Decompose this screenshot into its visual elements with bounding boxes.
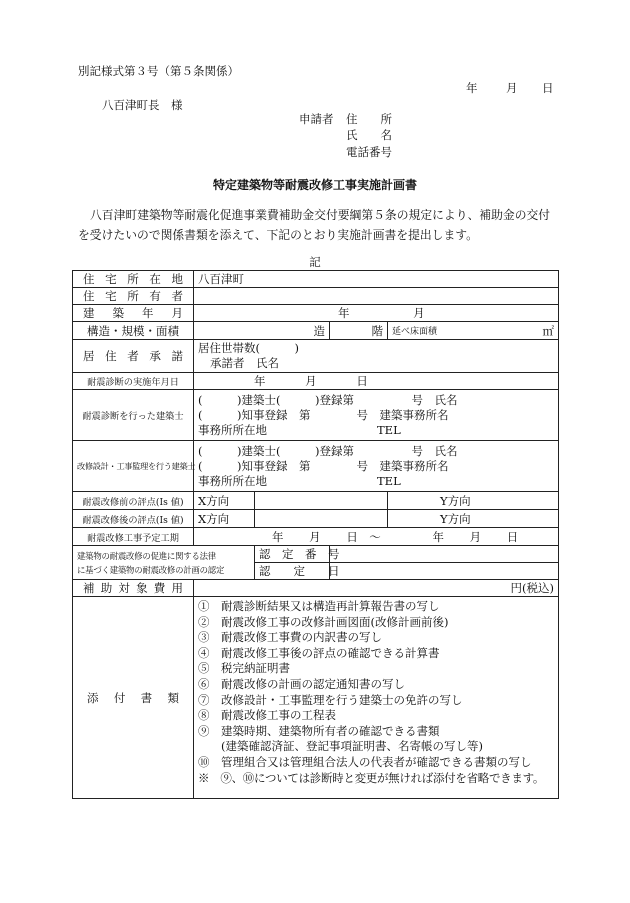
resident-consent: 承諾者 氏名	[210, 356, 279, 370]
attachment-item: ② 耐震改修工事の改修計画図面(改修計画前後)	[198, 614, 449, 629]
attachment-item: ③ 耐震改修工事費の内訳書の写し	[198, 630, 382, 645]
built-value[interactable]: 年 月	[194, 305, 559, 322]
row-cert-number	[73, 546, 559, 563]
attachment-item: ⑩ 管理組合又は管理組合法人の代表者が確認できる書類の写し	[198, 754, 532, 769]
applicant-label: 申請者	[299, 112, 334, 126]
attachment-item: ① 耐震診断結果又は構造再計算報告書の写し	[198, 599, 440, 613]
owner-value[interactable]	[194, 288, 559, 305]
floor-area-cell[interactable]	[388, 322, 559, 340]
score-before-y[interactable]: Y方向	[388, 492, 559, 510]
ki-heading: 記	[309, 255, 321, 269]
resident-count: 居住世帯数( )	[198, 341, 299, 355]
attachment-item: ⑤ 税完納証明書	[198, 661, 290, 676]
schedule-label: 耐震改修工事予定工期	[73, 528, 194, 546]
diag-date-label: 耐震診断の実施年月日	[73, 373, 194, 390]
floor-area-label: 延べ床面積	[392, 327, 438, 337]
score-after-label: 耐震改修後の評点(Is 値)	[73, 510, 194, 528]
structure-zo[interactable]: 造	[194, 322, 330, 340]
cert-number-label: 認 定 番 号	[255, 546, 330, 563]
document-title: 特定建築物等耐震改修工事実施計画書	[212, 178, 417, 192]
attachment-item: ⑥ 耐震改修の計画の認定通知書の写し	[198, 676, 405, 691]
cost-label: 補 助 対 象 費 用	[73, 580, 194, 597]
addressee: 八百津町長 様	[102, 98, 183, 112]
row-built	[73, 305, 559, 322]
date-month: 月	[506, 81, 518, 95]
structure-label: 構造・規模・面積	[73, 322, 194, 340]
design-architect-label: 改修設計・工事監理を行う建築士	[73, 441, 194, 492]
floor-area-unit: ㎡	[542, 323, 554, 338]
cert-label: 建築物の耐震改修の促進に関する法律 に基づく建築物の耐震改修の計画の認定	[73, 546, 255, 580]
row-score-before	[73, 492, 559, 510]
score-before-x-value[interactable]	[255, 492, 388, 510]
attachment-item: (建築確認済証、登記事項証明書、名寄帳の写し等)	[198, 739, 483, 754]
score-before-x[interactable]: X方向	[194, 492, 255, 510]
resident-label: 居 住 者 承 諾	[73, 340, 194, 373]
row-attachments	[73, 597, 559, 799]
row-schedule	[73, 528, 559, 546]
cert-date-label: 認 定 日	[255, 563, 330, 580]
location-value[interactable]: 八百津町	[194, 271, 559, 288]
design-architect-value[interactable]: ( )建築士( )登録第 号 氏名 ( )知事登録 第 号 建築事務所名 事務所所在地 TEL	[194, 441, 559, 492]
row-resident	[73, 340, 559, 373]
row-owner	[73, 288, 559, 305]
score-after-x-value[interactable]	[255, 510, 388, 528]
built-label: 建 築 年 月	[73, 305, 194, 322]
attachment-note: ※ ⑨、⑩については診断時と変更が無ければ添付を省略できます。	[198, 770, 545, 785]
intro-paragraph: 八百津町建築物等耐震化促進事業費補助金交付要綱第５条の規定により、補助金の交付を受けたいので関係書類を添えて、下記のとおり実施計画書を提出します。	[78, 208, 551, 242]
diag-architect-label: 耐震診断を行った建築士	[73, 390, 194, 441]
cert-date-value[interactable]	[330, 563, 559, 580]
date-year: 年	[466, 81, 478, 95]
attachment-item: ⑦ 改修設計・工事監理を行う建築士の免許の写し	[198, 692, 463, 707]
row-diag-date	[73, 373, 559, 390]
cert-number-value[interactable]	[330, 546, 559, 563]
row-location	[73, 271, 559, 288]
resident-value[interactable]	[194, 340, 559, 373]
diag-architect-value[interactable]: ( )建築士( )登録第 号 氏名 ( )知事登録 第 号 建築事務所名 事務所所在地 TEL	[194, 390, 559, 441]
name-label: 氏 名	[346, 128, 392, 142]
attach-label: 添 付 書 類	[73, 597, 194, 799]
plan-table	[72, 270, 559, 799]
row-score-after	[73, 510, 559, 528]
score-after-y[interactable]: Y方向	[388, 510, 559, 528]
row-structure	[73, 322, 559, 340]
attachment-item: ⑨ 建築時期、建築物所有者の確認できる書類	[198, 723, 440, 738]
schedule-value[interactable]: 年 月 日 ～ 年 月 日	[194, 528, 559, 546]
form-number: 別記様式第３号（第５条関係）	[78, 64, 239, 78]
date-day: 日	[542, 81, 554, 95]
attachments-list	[194, 597, 559, 799]
attachment-item: ⑧ 耐震改修工事の工程表	[198, 708, 336, 723]
phone-label: 電話番号	[346, 145, 392, 159]
attachment-item: ④ 耐震改修工事後の評点の確認できる計算書	[198, 645, 440, 660]
diag-date-value[interactable]: 年 月 日	[194, 373, 559, 390]
structure-kai[interactable]: 階	[330, 322, 388, 340]
score-after-x[interactable]: X方向	[194, 510, 255, 528]
owner-label: 住 宅 所 有 者	[73, 288, 194, 305]
cost-value[interactable]: 円(税込)	[194, 580, 559, 597]
row-diag-architect	[73, 390, 559, 441]
location-label: 住 宅 所 在 地	[73, 271, 194, 288]
address-label: 住 所	[346, 112, 392, 126]
row-cost	[73, 580, 559, 597]
score-before-label: 耐震改修前の評点(Is 値)	[73, 492, 194, 510]
row-design-architect	[73, 441, 559, 492]
